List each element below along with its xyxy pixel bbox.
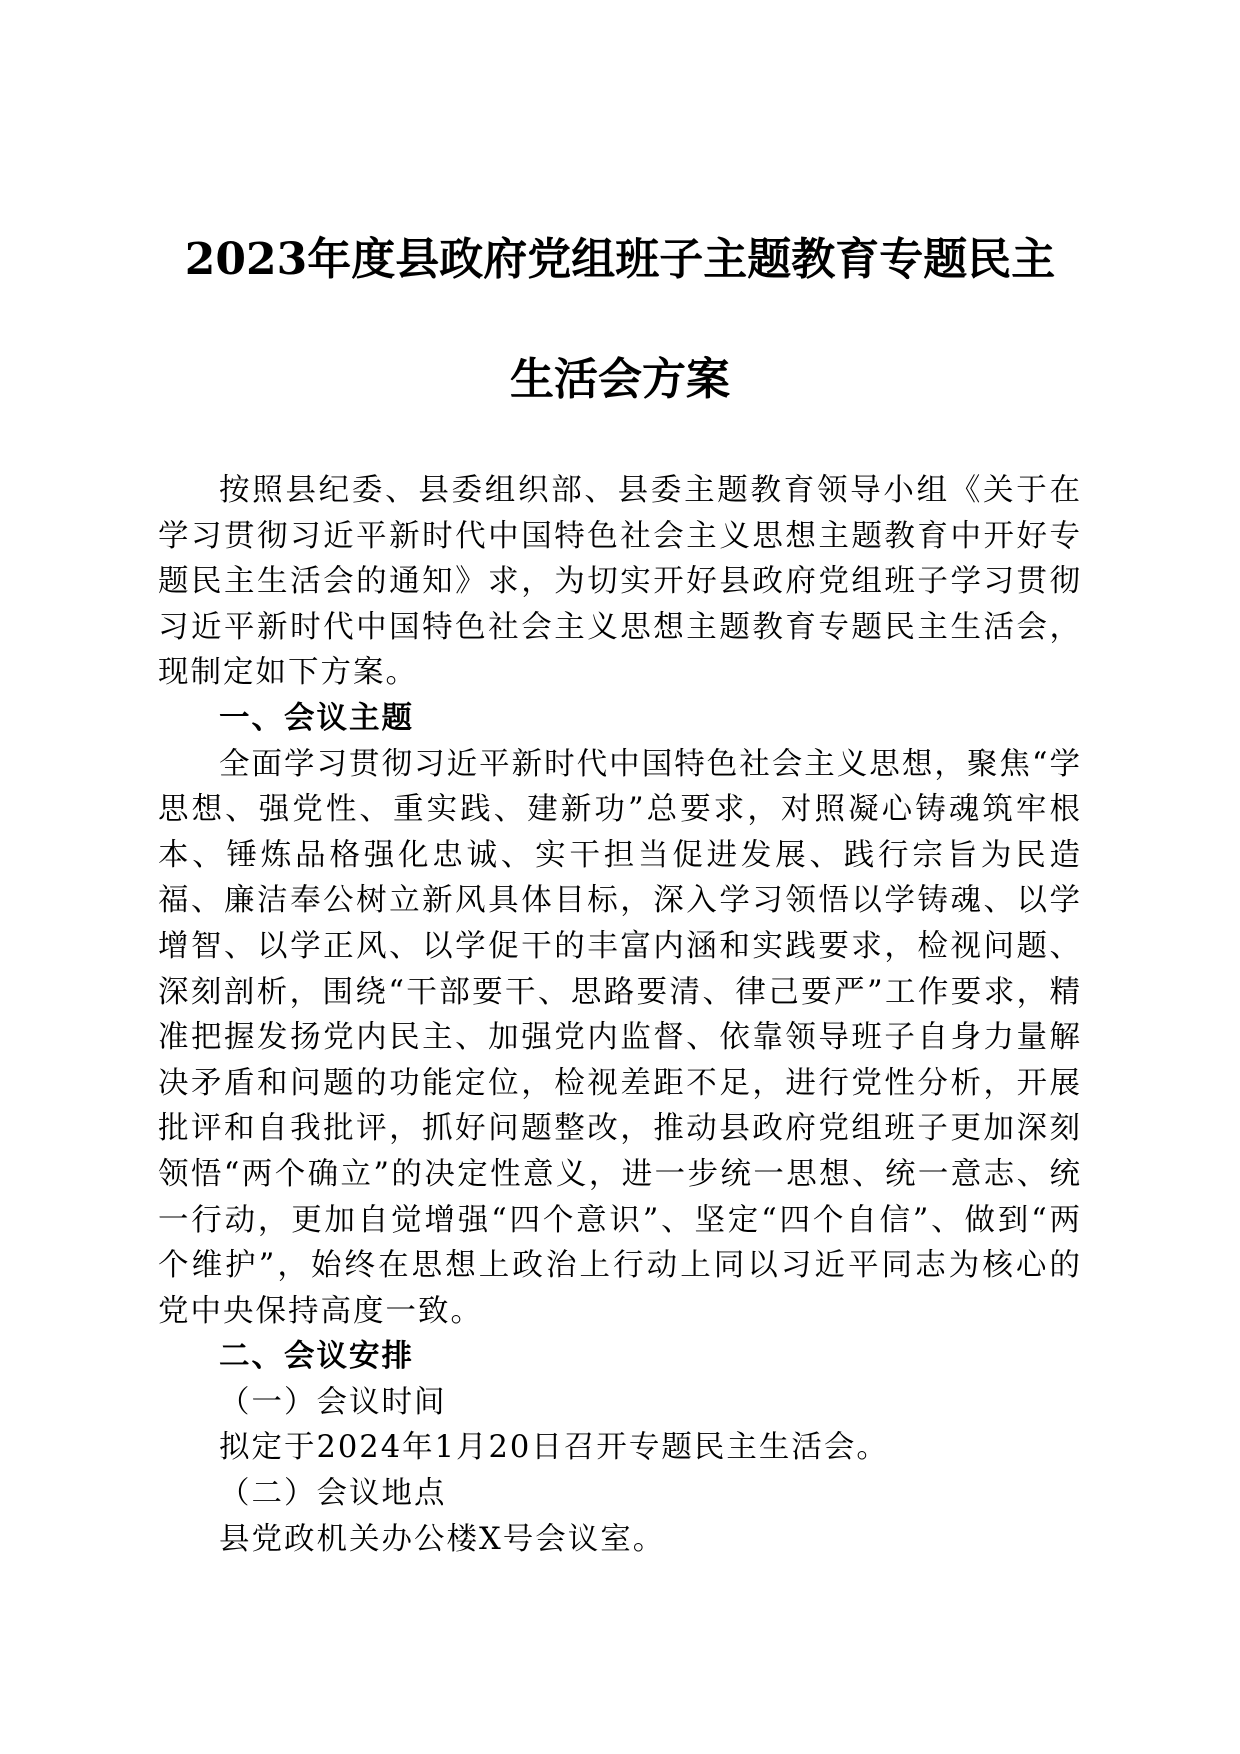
subsection-1-paragraph: 拟定于2024年1月20日召开专题民主生活会。	[219, 1430, 889, 1466]
document-title-line-2: 生活会方案	[510, 354, 730, 405]
section-1-heading: 一、会议主题	[219, 699, 414, 736]
subsection-1-heading: （一）会议时间	[219, 1384, 447, 1420]
section-2-heading: 二、会议安排	[219, 1338, 414, 1375]
subsection-2-paragraph: 县党政机关办公楼X号会议室。	[219, 1521, 666, 1557]
document-title-line-1: 2023年度县政府党组班子主题教育专题民主	[184, 234, 1056, 285]
subsection-2-heading: （二）会议地点	[219, 1476, 447, 1512]
document-body	[158, 468, 1082, 1562]
intro-paragraph: 按照县纪委、县委组织部、县委主题教育领导小组《关于在学习贯彻习近平新时代中国特色社会主义思想主题教育中开好专题民主生活会的通知》求，为切实开好县政府党组班子学习贯彻习近平新时代中国特色社会主义思想主题教育专题民主生活会，现制定如下方案。	[158, 473, 1082, 691]
section-1-paragraph: 全面学习贯彻习近平新时代中国特色社会主义思想，聚焦“学思想、强党性、重实践、建新功”总要求，对照凝心铸魂筑牢根本、锤炼品格强化忠诚、实干担当促进发展、践行宗旨为民造福、廉洁奉公树立新风具体目标，深入学习领悟以学铸魂、以学增智、以学正风、以学促干的丰富内涵和实践要求，检视问题、深刻剖析，围绕“干部要干、思路要清、律己要严”工作要求，精准把握发扬党内民主、加强党内监督、依靠领导班子自身力量解决矛盾和问题的功能定位，检视差距不足，进行党性分析，开展批评和自我批评，抓好问题整改，推动县政府党组班子更加深刻领悟“两个确立”的决定性意义，进一步统一思想、统一意志、统一行动，更加自觉增强“四个意识”、坚定“四个自信”、做到“两个维护”，始终在思想上政治上行动上同以习近平同志为核心的党中央保持高度一致。	[158, 746, 1082, 1329]
